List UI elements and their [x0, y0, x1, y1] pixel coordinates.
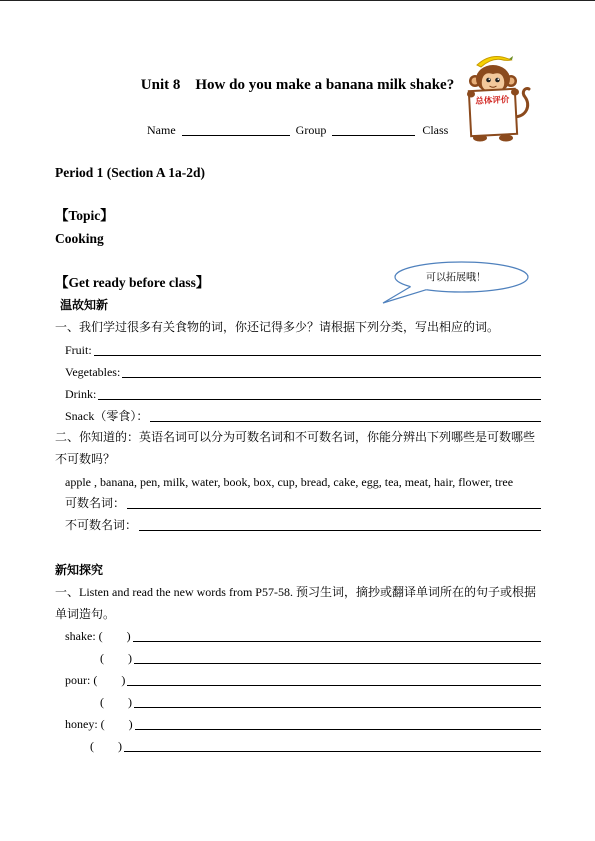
- review-question-2-line-2: 不可数吗？: [55, 452, 116, 466]
- uncountable-nouns-line: [139, 519, 541, 531]
- countable-nouns-row: [65, 497, 541, 510]
- snack-answer-row: [65, 410, 541, 423]
- vocab-shake-line: [133, 630, 541, 642]
- explore-question-line-1: 一、Listen and read the new words from P57-58. 预习生词，摘抄或翻译单词所在的句子或根据: [55, 585, 536, 599]
- noun-word-list: apple , banana, pen, milk, water, book, box, cup, bread, cake, egg, tea, meat, hair, flower, tree: [65, 475, 514, 489]
- monkey-left-eye: [486, 78, 491, 83]
- speech-bubble-tail-fill: [383, 283, 428, 303]
- drink-answer-row: [65, 388, 541, 401]
- vocab-honey-line: [135, 718, 541, 730]
- group-blank: [332, 124, 415, 136]
- vocab-pour-row: [65, 674, 541, 687]
- vegetables-answer-line: [122, 366, 541, 378]
- vocab-shake-row: [65, 630, 541, 643]
- review-heading: 温故知新: [60, 298, 109, 312]
- vocab-blank-parentheses: ( ): [100, 695, 132, 709]
- mascot-sign: [469, 89, 517, 136]
- name-blank: [182, 124, 290, 136]
- fruit-answer-line: [94, 344, 541, 356]
- fruit-answer-row: [65, 344, 541, 357]
- vegetables-label: Vegetables:: [65, 365, 121, 379]
- review-question-1: 一、我们学过很多有关食物的词，你还记得多少？请根据下列分类，写出相应的词。: [55, 320, 500, 334]
- vocab-pour-label: pour: ( ): [65, 673, 126, 687]
- unit-title: Unit 8 How do you make a banana milk shake?: [140, 77, 455, 93]
- vocab-blank-parentheses: ( ): [90, 739, 122, 753]
- vocab-pour-extra-row: [100, 696, 541, 709]
- explore-heading: 新知探究: [55, 563, 104, 577]
- vocab-pour-line: [127, 674, 541, 686]
- uncountable-nouns-label: 不可数名词：: [65, 518, 138, 532]
- name-label: Name: [147, 123, 176, 137]
- class-label: Class: [422, 123, 449, 137]
- eye-highlight: [489, 78, 491, 80]
- countable-nouns-line: [127, 497, 541, 509]
- uncountable-nouns-row: [65, 519, 541, 532]
- monkey-right-eye: [495, 78, 500, 83]
- student-info-line: [147, 124, 448, 136]
- vocab-shake-label: shake: ( ): [65, 629, 131, 643]
- vegetables-answer-row: [65, 366, 541, 379]
- eye-highlight: [498, 78, 500, 80]
- explore-question-line-2: 单词造句。: [55, 607, 116, 621]
- mascot-sign-text: 总体评价: [475, 94, 510, 106]
- speech-bubble: [378, 258, 534, 308]
- vocab-honey-row: [65, 718, 541, 731]
- drink-answer-line: [98, 388, 541, 400]
- vocab-shake-extra-line: [134, 652, 541, 664]
- vocab-honey-label: honey: ( ): [65, 717, 133, 731]
- top-border-line: [0, 0, 595, 1]
- period-heading: Period 1 (Section A 1a-2d): [55, 165, 205, 180]
- monkey-mascot-icon: [461, 51, 533, 143]
- snack-label: Snack（零食）：: [65, 409, 149, 423]
- snack-answer-line: [150, 410, 541, 422]
- monkey-right-hand: [511, 89, 519, 96]
- get-ready-heading: 【Get ready before class】: [55, 275, 210, 290]
- drink-label: Drink:: [65, 387, 97, 401]
- vocab-blank-parentheses: ( ): [100, 651, 132, 665]
- topic-value: Cooking: [55, 231, 104, 246]
- vocab-shake-extra-row: [100, 652, 541, 665]
- vocab-honey-extra-row: [90, 740, 541, 753]
- countable-nouns-label: 可数名词：: [65, 496, 126, 510]
- group-label: Group: [295, 123, 327, 137]
- vocab-honey-extra-line: [124, 740, 541, 752]
- review-question-2-line-1: 二、你知道的：英语名词可以分为可数名词和不可数名词，你能分辨出下列哪些是可数哪些: [55, 430, 536, 444]
- fruit-label: Fruit:: [65, 343, 92, 357]
- speech-bubble-text: 可以拓展哦！: [426, 272, 486, 284]
- vocab-pour-extra-line: [134, 696, 541, 708]
- topic-heading: 【Topic】: [55, 208, 114, 223]
- monkey-left-hand: [467, 91, 475, 98]
